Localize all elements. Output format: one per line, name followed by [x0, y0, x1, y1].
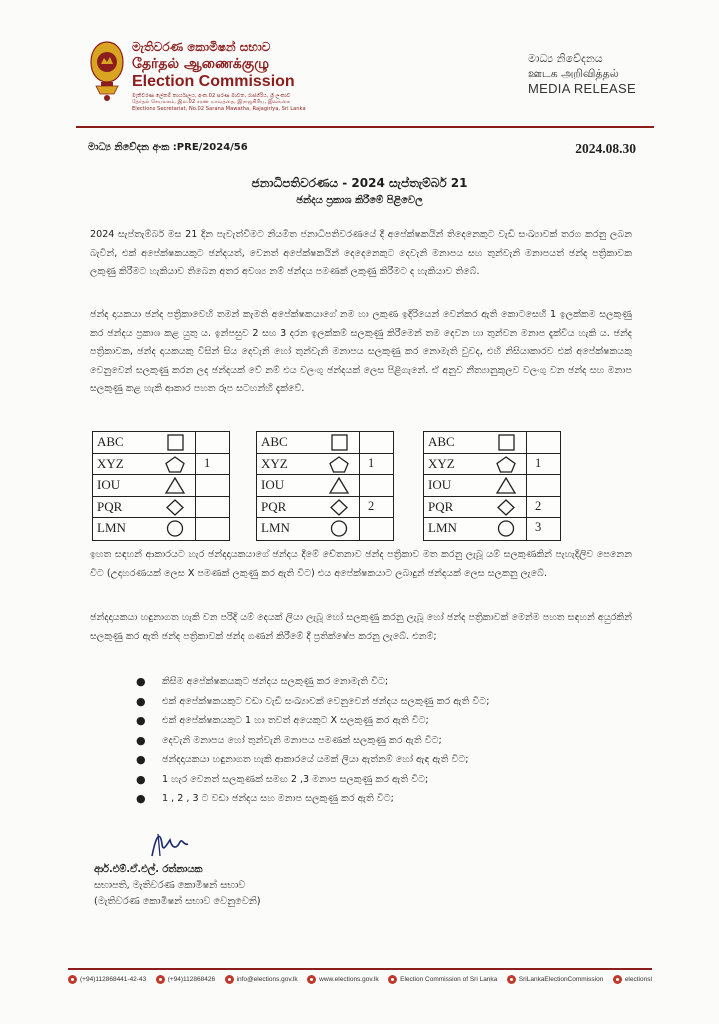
ballot-row [257, 475, 393, 497]
candidate-name: IOU [97, 477, 121, 492]
ballot-row [257, 518, 393, 540]
ballot-column-divider [526, 432, 527, 453]
footer-contact-item [307, 975, 379, 984]
media-release-english: MEDIA RELEASE [528, 81, 636, 96]
ballot-column-divider [359, 518, 360, 540]
facebook-icon [507, 975, 516, 984]
document-title: ජනාධිපතිවරණය - 2024 සැප්තැම්බර් 21 [251, 176, 468, 190]
list-item [136, 750, 636, 770]
fax-icon [156, 975, 165, 984]
candidate-name: ABC [261, 434, 288, 449]
footer-contact-item [225, 975, 298, 984]
square-symbol-icon [496, 434, 516, 451]
ballot-row [93, 432, 229, 454]
ballot-row [257, 454, 393, 476]
candidate-name: PQR [97, 498, 123, 514]
reference-line [88, 142, 636, 158]
ballot-column-divider [195, 454, 196, 475]
list-item-text: කිසිම අපේක්ෂකයකුට ඡන්දය සලකුණු කර නොමැති විට; [162, 676, 389, 687]
address-line-tamil: தேர்தல் செயலகம், இல.02 சரண மாவத்தை, இராஜகிரிய, இலங்கை [132, 99, 291, 106]
candidate-name: IOU [428, 477, 452, 492]
email-icon [225, 975, 234, 984]
address-line-english: Elections Secretariat, No.02 Sarana Mawatha, Rajagiriya, Sri Lanka [132, 105, 306, 112]
media-release-tamil: ஊடக அறிவித்தல் [528, 67, 619, 80]
preference-mark: 2 [368, 498, 375, 513]
release-number: මාධ්‍ය නිවේදන අංක :PRE/2024/56 [88, 142, 248, 153]
footer-contact-text: SriLankaElectionCommission [518, 976, 604, 983]
bullet-icon: ● [136, 753, 146, 766]
preference-mark: 2 [535, 498, 542, 513]
twitter-icon [613, 975, 622, 984]
rejection-list [136, 672, 636, 809]
square-symbol-icon [165, 434, 185, 451]
signatory-name: ආර්.එම්.ඒ.එල්. රත්නායක [94, 864, 203, 875]
candidate-name: PQR [261, 498, 287, 514]
ballot-column-divider [359, 497, 360, 518]
facebook-icon [388, 975, 397, 984]
list-item-text: 1 , 2 , 3 ට වඩා ඡන්දය සහ මනාප සලකුණු කර ඇති විට; [162, 793, 394, 804]
ballot-row [424, 497, 560, 519]
diamond-symbol-icon [165, 499, 185, 516]
bullet-icon: ● [136, 675, 146, 688]
diamond-symbol-icon [496, 499, 516, 516]
footer-contact-item [68, 975, 146, 984]
ballot-row [93, 518, 229, 540]
ballot-column-divider [195, 475, 196, 496]
ballot-column-divider [195, 497, 196, 518]
candidate-name: XYZ [261, 455, 288, 471]
footer-contact-item [156, 975, 215, 984]
signatory-title: සභාපති, මැතිවරණ කොමිෂන් සභාව [94, 880, 246, 891]
list-item [136, 692, 636, 712]
circle-symbol-icon [165, 520, 185, 537]
candidate-name: ABC [428, 434, 455, 449]
sri-lanka-emblem-icon [88, 40, 126, 102]
bullet-icon: ● [136, 733, 146, 747]
candidate-name: IOU [261, 477, 285, 492]
paragraph-4: ඡන්දදායකයා හඳුනාගත හැකි වන පරිදි යම් දෙයක් ලියා ලැබූ හෝ සලකුණු කරනු ලැබූ හෝ ඡන්ද පත්‍රිකාවක් මෙන්ම පහත සඳහන් අයුරකින් සලකුණු කර ඇති ඡන්ද පත්‍රිකාවක් ඡන්ද ගණන් කිරීමේ දී ප්‍රතික්ෂේප කරනු ලැබේ. එනම්; [90, 612, 632, 642]
ballot-row [93, 475, 229, 497]
org-name-tamil: தேர்தல் ஆணைக்குழு [132, 56, 270, 72]
paragraph-3: ඉහත සඳහන් ආකාරයට හැර ඡන්දදායකයාගේ ඡන්දය දීමේ චේතනාව ඡන්ද පත්‍රිකාව මත කරනු ලැබූ යම් සලකුණකින් පැහැදිලිව පෙනෙන විට (උදාහරණයක් ලෙස X පමණක් ලකුණු කර ඇති විට) එය අපේක්ෂකයාට ලබාදුන් ඡන්දයක් ලෙස සලකනු ලැබේ. [90, 549, 632, 579]
org-address [132, 93, 342, 112]
list-item-text: 1 හැර වෙනත් සලකුණක් සමඟ 2 ,3 මනාප සලකුණු කර ඇති විට; [162, 773, 429, 785]
list-item [136, 672, 636, 692]
ballot-column-divider [359, 432, 360, 453]
candidate-name: ABC [97, 434, 124, 449]
paragraph-2: ඡන්ද දායකයා ඡන්ද පත්‍රිකාවෙහි තමන් කැමති අපේක්ෂකයාගේ නම හා ලකුණ ඉදිරියෙන් වෙන්කර ඇති කොටසෙහි 1 ඉලක්කම සලකුණු කර ඡන්දය ප්‍රකාශ කළ යුතු ය. ඉන්පසුව 2 සහ 3 දරන ඉලක්කම් සලකුණු කිරීමෙන් තම දෙවන හා තුන්වන මනාප දැක්විය හැකි ය. ඡන්ද පත්‍රිකාවක, ඡන්ද දායකයකු විසින් සිය දෙවැනි හෝ තුන්වැනි මනාපය සලකුණු කර නොමැති වුවද, එහි නිසියාකාරව එක් අපේක්ෂකයකු වෙනුවෙන් සලකුණු කරන ලද ඡන්දයක් වේ නම් එය වලංගු ඡන්දයක් ලෙස පිළිගැනේ. ඒ අනුව නීත්‍යානුකූලව වලංගු වන ඡන්ද සහ මනාප සලකුණු කළ හැකි ආකාර පහත රූප සටහන්හි දැක්වේ. [90, 309, 632, 395]
media-release-sinhala: මාධ්‍ය නිවේදනය [528, 52, 603, 65]
org-name-english: Election Commission [132, 73, 295, 90]
pentagon-symbol-icon [165, 456, 185, 473]
list-item-text: එක් අපේක්ෂකයකුට වඩා වැඩි සංඛ්‍යාවක් වෙනුවෙන් ඡන්දය සලකුණු කර ඇති විට; [162, 695, 490, 707]
footer-contact-text: info@elections.gov.lk [236, 976, 298, 983]
ballot-row [257, 497, 393, 519]
square-symbol-icon [329, 434, 349, 451]
bullet-icon: ● [136, 772, 146, 786]
footer-contact-item [388, 975, 497, 984]
bullet-icon: ● [136, 714, 146, 727]
ballot-row [424, 475, 560, 497]
release-date: 2024.08.30 [575, 141, 636, 156]
address-line-sinhala: මැතිවරණ ලේකම් කාර්යාලය, අංක.02 සරණ මාවත, රාජගිරිය, ශ්‍රී ලංකාව [132, 93, 291, 99]
list-item [136, 711, 636, 731]
ballot-row [257, 432, 393, 454]
sample-ballot-1 [92, 431, 230, 541]
signatory-on-behalf: (මැතිවරණ කොමිෂන් සභාව වෙනුවෙනි) [94, 896, 261, 907]
candidate-name: LMN [97, 520, 126, 535]
ballot-row [424, 432, 560, 454]
ballot-row [424, 454, 560, 476]
org-name-sinhala: මැතිවරණ කොමිෂන් සභාව [132, 40, 271, 54]
pentagon-symbol-icon [496, 456, 516, 473]
ballot-row [93, 454, 229, 476]
preference-mark: 1 [535, 455, 542, 470]
triangle-symbol-icon [329, 477, 349, 494]
ballot-row [424, 518, 560, 540]
footer-contact-text: Election Commission of Sri Lanka [400, 976, 498, 983]
candidate-name: LMN [428, 520, 457, 535]
list-item [136, 789, 636, 809]
ballot-column-divider [526, 497, 527, 518]
letterhead [88, 40, 648, 120]
document-subtitle: ඡන්දය ප්‍රකාශ කිරීමේ පිළිවෙල [296, 195, 423, 206]
list-item [136, 770, 636, 790]
bullet-icon: ● [136, 694, 146, 708]
phone-icon [68, 975, 77, 984]
header-divider [76, 126, 654, 128]
candidate-name: PQR [428, 498, 454, 514]
footer-contact-text: electionsl [624, 976, 652, 983]
sample-ballot-2 [256, 431, 394, 541]
ballot-column-divider [359, 454, 360, 475]
footer-contact-item [613, 975, 652, 984]
triangle-symbol-icon [165, 477, 185, 494]
signatory [94, 862, 261, 910]
ballot-row [93, 497, 229, 519]
circle-symbol-icon [329, 520, 349, 537]
bullet-icon: ● [136, 792, 146, 805]
preference-mark: 1 [368, 455, 375, 470]
list-item [136, 731, 636, 751]
preference-mark: 3 [535, 520, 542, 534]
footer-contact-text: (+94)112868426 [167, 976, 216, 983]
footer-contact-item [507, 975, 604, 984]
circle-symbol-icon [496, 520, 516, 537]
paragraph-1: 2024 සැප්තැම්බර් මස 21 දින පැවැත්වීමට නියමිත ජනාධිපතිවරණයේ දී අපේක්ෂකයින් තිදෙනෙකුට වැඩි සංඛ්‍යාවක් තරග කරනු ලබන බැවින්, එක් අපේක්ෂකයකුට ඡන්දයත්, වෙනත් අපේක්ෂකයින් දෙදෙනෙකුට දෙවැනි මනාපය සහ තුන්වැනි මනාපයත් ඡන්ද පත්‍රිකාවක ලකුණු කිරීමට හැකියාව තිබෙන අතර අවශ්‍ය නම් ඡන්දය පමණක් ලකුණු කිරීමට ද හැකියාව තිබේ. [90, 229, 632, 278]
list-item-text: එක් අපේක්ෂකයකුට 1 හා තවත් අයෙකුට X සලකුණු කර ඇති විට; [162, 715, 429, 726]
sample-ballot-3 [423, 431, 561, 541]
candidate-name: XYZ [428, 455, 455, 471]
footer-contact-text: (+94)112868441-42-43 [80, 976, 147, 983]
candidate-name: XYZ [97, 455, 124, 471]
ballot-column-divider [526, 454, 527, 475]
ballot-column-divider [359, 475, 360, 496]
list-item-text: දෙවැනි මනාපය හෝ තුන්වැනි මනාපය පමණක් සලකුණු කර ඇති විට; [162, 734, 442, 746]
pentagon-symbol-icon [329, 456, 349, 473]
preference-mark: 1 [204, 455, 211, 470]
footer-contact-text: www.elections.gov.lk [319, 976, 379, 983]
list-item-text: ඡන්දදායකයා හඳුනාගත හැකි ආකාරයේ යමක් ලියා ඇත්නම් හෝ ඇඳ ඇති විට; [162, 754, 469, 765]
contact-footer [68, 968, 652, 984]
signature-mark [148, 826, 190, 862]
ballot-column-divider [195, 518, 196, 540]
media-release-label [528, 52, 646, 97]
diamond-symbol-icon [329, 499, 349, 516]
ballot-column-divider [526, 518, 527, 540]
ballot-column-divider [195, 432, 196, 453]
triangle-symbol-icon [496, 477, 516, 494]
organisation-name [132, 40, 392, 112]
candidate-name: LMN [261, 520, 290, 535]
web-icon [307, 975, 316, 984]
ballot-column-divider [526, 475, 527, 496]
